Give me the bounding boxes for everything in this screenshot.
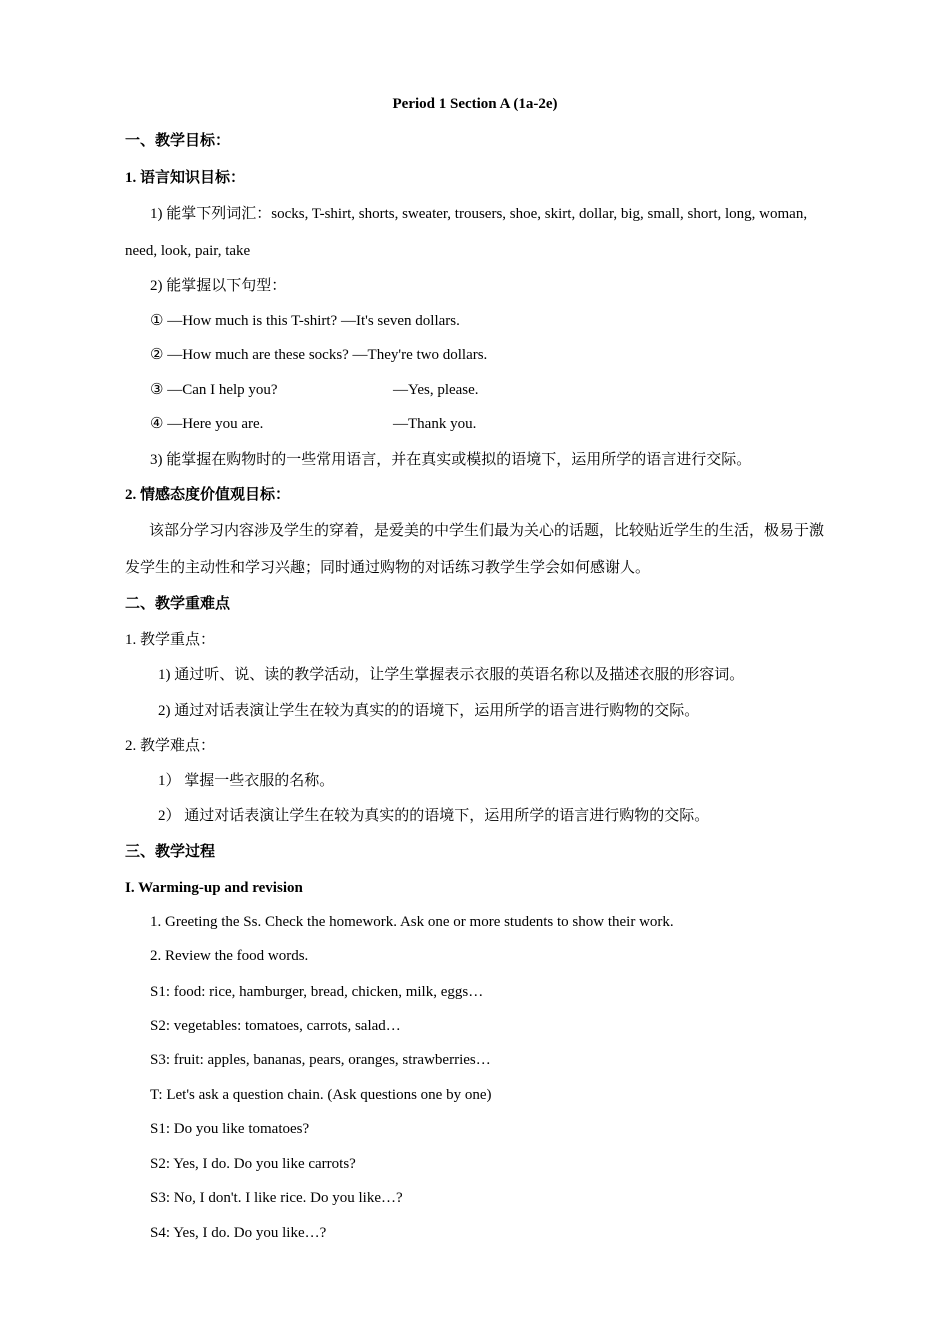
page-title: Period 1 Section A (1a-2e) <box>392 96 558 112</box>
section-heading-objectives: 一、教学目标： <box>125 133 231 149</box>
process-line: S2: Yes, I do. Do you like carrots? <box>150 1156 356 1172</box>
process-line: S2: vegetables: tomatoes, carrots, salad… <box>150 1018 401 1034</box>
key-point-2: 2) 通过对话表演让学生在较为真实的的语境下，运用所学的语言进行购物的交际。 <box>158 703 700 719</box>
sentence-patterns-intro: 2) 能掌握以下句型： <box>150 278 287 294</box>
process-line: 2. Review the food words. <box>150 948 309 964</box>
process-line: S1: Do you like tomatoes? <box>150 1121 310 1137</box>
process-line: T: Let's ask a question chain. (Ask questions one by one) <box>150 1087 492 1103</box>
subheading-language-knowledge: 1. 语言知识目标： <box>125 170 246 186</box>
difficult-points-label: 2. 教学难点： <box>125 738 216 754</box>
emotion-paragraph: 该部分学习内容涉及学生的穿着，是爱美的中学生们最为关心的话题，比较贴近学生的生活，极易于激发学生的主动性和学习兴趣；同时通过购物的对话练习教学生学会如何感谢人。 <box>125 523 825 576</box>
sentence-pattern-4-question: ④ —Here you are. <box>150 416 264 432</box>
process-line: S4: Yes, I do. Do you like…? <box>150 1225 327 1241</box>
sentence-pattern-3-question: ③ —Can I help you? <box>150 382 278 398</box>
sentence-pattern-4-answer: —Thank you. <box>393 416 477 432</box>
subheading-emotion-values: 2. 情感态度价值观目标： <box>125 487 291 503</box>
sentence-pattern-3 <box>150 380 850 400</box>
section-heading-process: 三、教学过程 <box>125 844 216 860</box>
sentence-pattern-1: ① —How much is this T-shirt? —It's seven dollars. <box>150 313 460 329</box>
process-line: S3: fruit: apples, bananas, pears, oranges, strawberries… <box>150 1052 491 1068</box>
vocab-paragraph: 1) 能掌下列词汇：socks, T-shirt, shorts, sweater, trousers, shoe, skirt, dollar, big, small, short, long, woman, need, look, pair, take <box>125 206 808 259</box>
communication-objective: 3) 能掌握在购物时的一些常用语言，并在真实或模拟的语境下，运用所学的语言进行交际。 <box>150 452 752 468</box>
sentence-pattern-2: ② —How much are these socks? —They're two dollars. <box>150 347 488 363</box>
key-point-1: 1) 通过听、说、读的教学活动，让学生掌握表示衣服的英语名称以及描述衣服的形容词。 <box>158 667 745 683</box>
sentence-pattern-4 <box>150 414 850 434</box>
difficult-point-2: 2） 通过对话表演让学生在较为真实的的语境下，运用所学的语言进行购物的交际。 <box>158 808 710 824</box>
process-line: 1. Greeting the Ss. Check the homework. Ask one or more students to show their work. <box>150 914 674 930</box>
step-title-warming-up: I. Warming-up and revision <box>125 880 303 896</box>
process-line: S3: No, I don't. I like rice. Do you like…? <box>150 1190 403 1206</box>
section-heading-key-difficult: 二、教学重难点 <box>125 596 231 612</box>
process-line: S1: food: rice, hamburger, bread, chicken, milk, eggs… <box>150 984 484 1000</box>
sentence-pattern-3-answer: —Yes, please. <box>393 382 479 398</box>
key-points-label: 1. 教学重点： <box>125 632 216 648</box>
difficult-point-1: 1） 掌握一些衣服的名称。 <box>158 773 335 789</box>
